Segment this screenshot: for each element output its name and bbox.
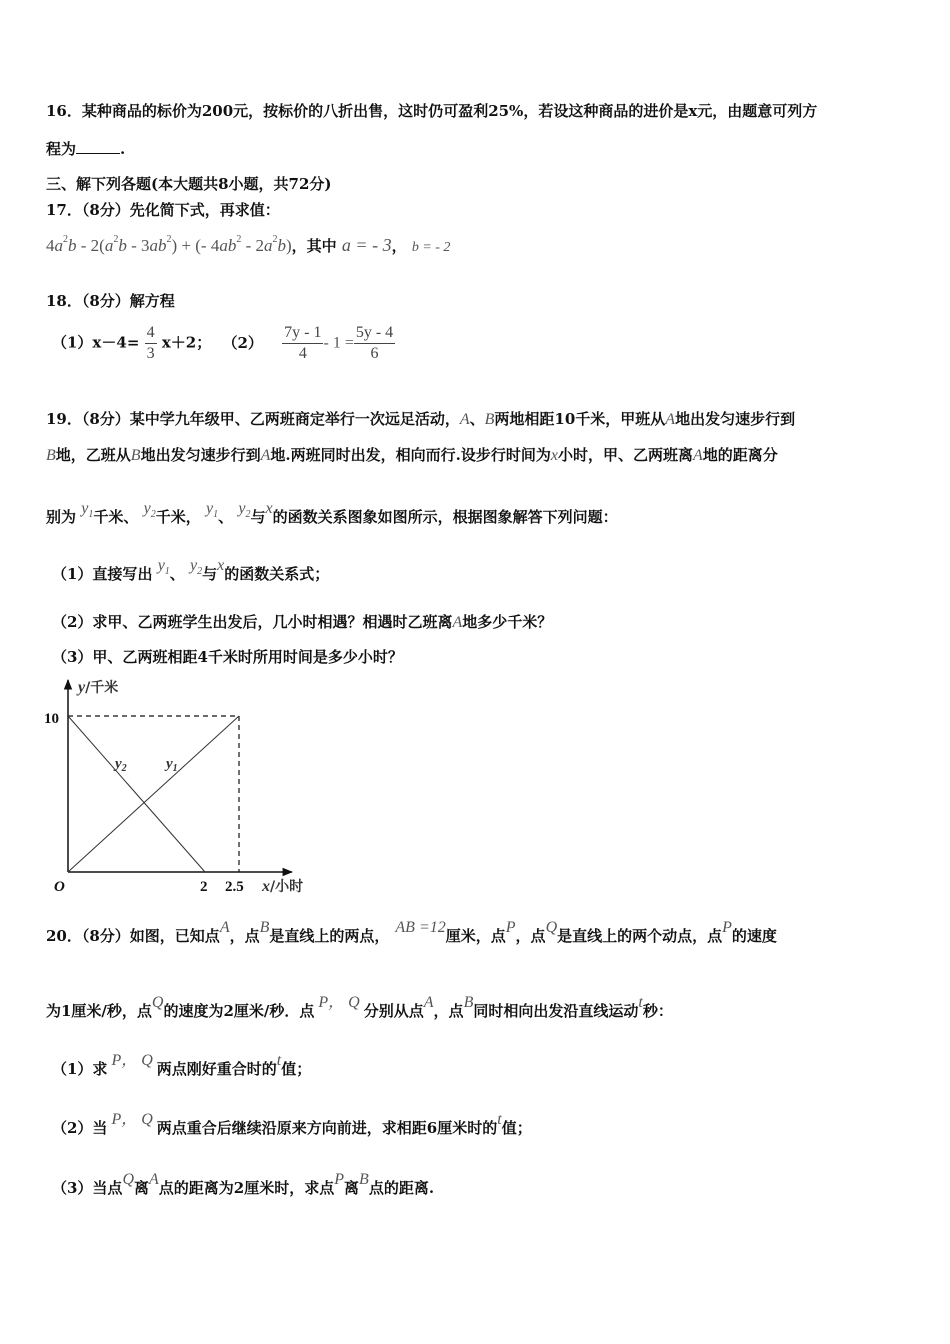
q19-line1 <box>46 408 795 431</box>
label-y2 <box>113 756 127 774</box>
var-t: t <box>638 994 643 1011</box>
var-a: A <box>260 447 271 464</box>
sub-2: 2 <box>197 566 203 577</box>
var-t: t <box>497 1111 502 1128</box>
q18-p1-suffix: x＋2； <box>161 333 212 352</box>
y1-letter: y <box>166 756 173 772</box>
q18-p2-num2: 5y - 4 <box>354 323 395 344</box>
var-p: P <box>505 919 516 936</box>
q20-l1g: 的速度 <box>731 927 777 945</box>
q16-line2 <box>46 138 125 160</box>
q20-p1c: 值； <box>281 1060 312 1078</box>
q18-p1-den: 3 <box>146 345 155 362</box>
ab-length: AB =12 <box>395 919 446 936</box>
q19-with: 与 <box>250 508 266 526</box>
var-b: B <box>130 447 141 464</box>
q20-p1a: （1）求 <box>52 1060 108 1078</box>
q19-l2b: 地出发匀速步行到 <box>140 446 261 464</box>
q20-l2c: 分别从点 <box>363 1002 424 1020</box>
label-y1 <box>164 756 178 774</box>
q20-line2 <box>46 994 673 1023</box>
q17-expression: $4a^2b - 2(a^2b - 3ab^2)$ + (- $4ab^2 - 2a^2b$) <box>46 234 292 255</box>
q19-p1b: 的函数关系式； <box>224 565 330 583</box>
q20-l2e: 同时相向出发沿直线运动 <box>473 1002 639 1020</box>
var-y1 <box>205 500 219 520</box>
tick-2: 2 <box>200 879 208 895</box>
q19-l3b: 的函数关系图象如图所示，根据图象解答下列问题： <box>272 508 618 526</box>
sub-2: 2 <box>150 509 156 520</box>
var-y2 <box>238 500 251 520</box>
q20-part1 <box>52 1052 312 1081</box>
q18-p2-fraction-2 <box>354 323 395 364</box>
q19-l1b: 两地相距10千米，甲班从 <box>494 410 666 428</box>
var-a: A <box>423 994 434 1011</box>
q18-p2-den1: 4 <box>298 345 307 362</box>
y2-sub: 2 <box>121 763 127 774</box>
q19-p3: （3）甲、乙两班相距4千米时所用时间是多少小时？ <box>52 648 403 666</box>
y-letter: y <box>205 500 214 517</box>
q17-comma: ， <box>391 237 407 255</box>
q16-text: 16．某种商品的标价为200元，按标价的八折出售，这时仍可盈利25%，若设这种商品的进价是x元，由题意可列方 <box>46 102 818 120</box>
q19-line3 <box>46 500 618 531</box>
var-pq: P， Q <box>111 1111 153 1128</box>
sub-1: 1 <box>213 509 219 520</box>
var-p: P <box>334 1171 345 1188</box>
var-x: x <box>265 500 273 517</box>
q20-part3 <box>52 1171 435 1200</box>
var-b: B <box>259 919 270 936</box>
q19-comma: 、 <box>169 565 185 583</box>
q19-p2: （2）求甲、乙两班学生出发后，几小时相遇？相遇时乙班离 <box>52 613 453 631</box>
q19-km2: 千米， <box>155 508 201 526</box>
q17-title-text: 17．（8分）先化简下式，再求值： <box>46 201 280 219</box>
q18-p2-num1: 7y - 1 <box>282 323 323 344</box>
var-q: Q <box>545 919 558 936</box>
var-y2 <box>190 557 203 577</box>
q20-p3e: 点的距离. <box>368 1179 435 1197</box>
var-a: A <box>452 614 463 631</box>
y1-sub: 1 <box>172 763 178 774</box>
var-y2 <box>143 500 156 520</box>
var-x: x <box>217 557 225 574</box>
y-letter: y <box>238 500 246 517</box>
var-p: P <box>722 919 732 936</box>
q20-l2d: ，点 <box>433 1002 464 1020</box>
q18-title <box>46 290 175 312</box>
q20-line1 <box>46 919 777 948</box>
q17-where: ，其中 <box>291 237 337 255</box>
q19-km: 千米、 <box>93 508 139 526</box>
q17-b-value: b = - 2 <box>411 240 451 255</box>
y-axis-label <box>76 679 118 696</box>
origin-label: O <box>54 879 65 895</box>
var-y1 <box>81 500 94 520</box>
q19-part1 <box>52 557 330 588</box>
q19-line2 <box>46 444 778 467</box>
q18-p2-prefix: （2） <box>222 333 263 352</box>
q20-p2c: 值； <box>501 1119 532 1137</box>
q20-l1e: ，点 <box>515 927 546 945</box>
distance-time-graph <box>30 676 350 901</box>
q19-part2 <box>52 611 552 634</box>
x-axis-label <box>261 878 303 895</box>
q18-title-text: 18．（8分）解方程 <box>46 292 175 310</box>
q20-l2b: 的速度为2厘米/秒．点 <box>163 1002 315 1020</box>
section-3-text: 三、解下列各题(本大题共8小题，共72分) <box>46 175 332 193</box>
q16-text-2: 程为 <box>46 140 77 158</box>
var-t: t <box>276 1052 282 1069</box>
var-a: A <box>665 411 676 428</box>
q16-line1 <box>46 100 817 122</box>
var-a: A <box>692 447 703 464</box>
var-a: A <box>149 1171 159 1188</box>
x-var: x <box>262 878 270 895</box>
var-pq: P， Q <box>111 1052 153 1069</box>
q20-l1f: 是直线上的两个动点，点 <box>557 927 723 945</box>
q20-part2 <box>52 1111 532 1140</box>
q19-part3 <box>52 646 403 668</box>
q19-l2a: 地，乙班从 <box>55 446 131 464</box>
q20-l1a: 20．（8分）如图，已知点 <box>46 927 220 945</box>
q17-a-value: a = - 3 <box>341 235 392 255</box>
var-a: A <box>219 919 230 936</box>
var-b: B <box>46 447 56 464</box>
q19-l1c: 地出发匀速步行到 <box>675 410 796 428</box>
line-y2 <box>68 716 205 872</box>
q19-l2e: 地的距离分 <box>702 446 778 464</box>
tick-2-5: 2.5 <box>225 879 244 895</box>
var-a: A <box>459 411 470 428</box>
var-x: x <box>550 447 558 464</box>
q18-p1-fraction <box>145 323 157 364</box>
q19-sep: 、 <box>469 410 485 428</box>
q19-p1a: （1）直接写出 <box>52 565 153 583</box>
var-b: B <box>463 994 474 1011</box>
y-letter: y <box>190 557 198 574</box>
sub-2: 2 <box>245 509 251 520</box>
q18-p2-fraction-1 <box>282 323 323 364</box>
var-b: B <box>484 411 495 428</box>
section-3-heading <box>46 173 332 195</box>
q18-equations <box>52 323 395 364</box>
y-unit: /千米 <box>85 680 119 696</box>
q19-p2b: 地多少千米？ <box>462 613 553 631</box>
q19-l3a: 别为 <box>46 508 77 526</box>
q17-title <box>46 199 280 221</box>
var-pq: P， Q <box>318 994 360 1011</box>
q20-p3c: 点的距离为2厘米时，求点 <box>158 1179 335 1197</box>
tick-10: 10 <box>44 711 59 727</box>
q19-l1a: 19．（8分）某中学九年级甲、乙两班商定举行一次远足活动， <box>46 410 460 428</box>
q20-p1b: 两点刚好重合时的 <box>156 1060 277 1078</box>
var-y1 <box>157 557 170 577</box>
var-b: B <box>359 1171 369 1188</box>
q20-p3b: 离 <box>134 1179 150 1197</box>
sub-1: 1 <box>88 509 94 520</box>
q18-p1-prefix: （1）x－4= <box>52 333 140 352</box>
q20-p2a: （2）当 <box>52 1119 108 1137</box>
y-letter: y <box>143 500 151 517</box>
q20-l2f: 秒： <box>642 1002 673 1020</box>
q19-with: 与 <box>202 565 218 583</box>
q18-p2-den2: 6 <box>370 345 379 362</box>
q20-l2a: 为1厘米/秒，点 <box>46 1002 152 1020</box>
q20-p3d: 离 <box>344 1179 360 1197</box>
q20-l1c: 是直线上的两点， <box>269 927 390 945</box>
q20-p2b: 两点重合后继续沿原来方向前进，求相距6厘米时的 <box>156 1119 498 1137</box>
q17-expression-line <box>46 234 450 260</box>
line-y1 <box>68 716 239 872</box>
y-letter: y <box>81 500 89 517</box>
y2-letter: y <box>115 756 122 772</box>
x-unit: /小时 <box>270 879 304 895</box>
q20-p3a: （3）当点 <box>52 1179 123 1197</box>
q19-comma: 、 <box>218 508 234 526</box>
y-var: y <box>78 679 86 696</box>
q16-period: . <box>120 140 126 158</box>
var-q: Q <box>122 1171 134 1188</box>
y-letter: y <box>157 557 165 574</box>
q20-l1d: 厘米，点 <box>445 927 506 945</box>
q19-l2c: 地.两班同时出发，相向而行.设步行时间为 <box>270 446 551 464</box>
q19-l2d: 小时，甲、乙两班离 <box>557 446 693 464</box>
answer-blank <box>76 153 120 154</box>
q20-l1b: ，点 <box>229 927 260 945</box>
q18-p2-mid: - 1 = <box>323 334 354 352</box>
var-q: Q <box>151 994 164 1011</box>
q18-p1-num: 4 <box>145 323 157 344</box>
sub-1: 1 <box>164 566 170 577</box>
